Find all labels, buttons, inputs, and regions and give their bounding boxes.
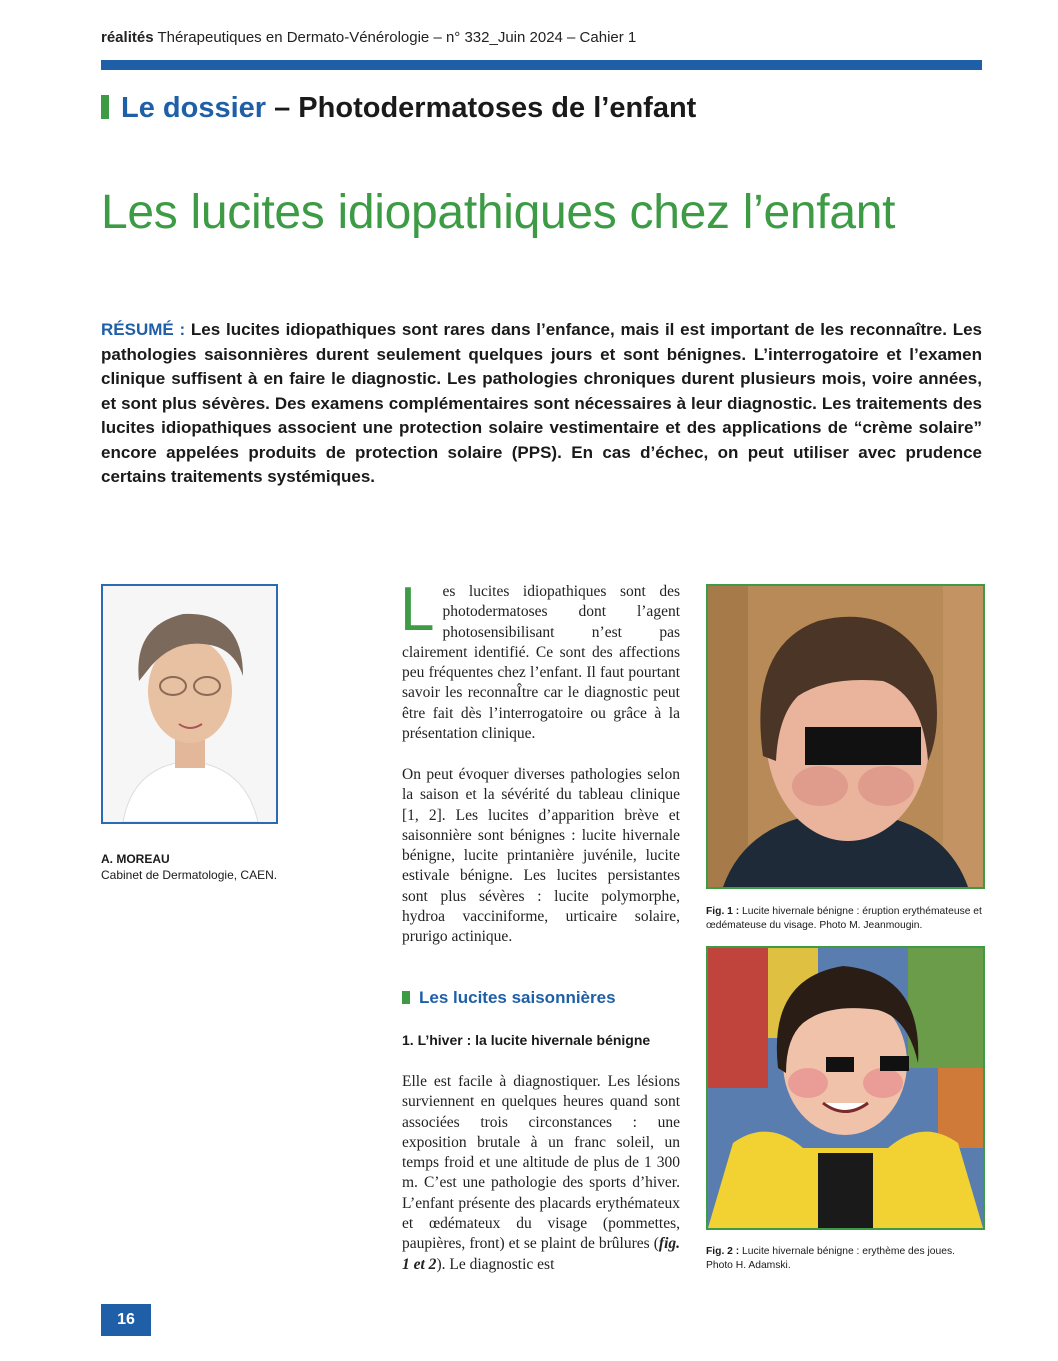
figure-1-caption — [706, 905, 984, 933]
figure-2-photo — [706, 946, 985, 1230]
drop-cap: L — [400, 575, 435, 644]
journal-issue: Thérapeutiques en Dermato-Vénérologie – n° 332_Juin 2024 – Cahier 1 — [153, 29, 637, 46]
page-number: 16 — [101, 1304, 151, 1336]
child-smiling-image — [708, 948, 983, 1228]
author-portrait-image — [103, 586, 276, 822]
subsection-heading-text: Les lucites saisonnières — [419, 988, 616, 1007]
abstract-label: RÉSUMÉ : — [101, 320, 186, 339]
author-photo — [101, 584, 278, 824]
para3-text-a: Elle est facile à diagnostiquer. Les lésions surviennent en quelques heures quand sont associées trois circonstances : une exposition brutale à un franc soleil, un temps froid et une altitude de plus de 1 300 m. C’est une pathologie des sports d’hiver. L’enfant présente des placards erythémateux et œdémateux du visage (pommettes, paupières, front) et se plaint de brûlures ( — [402, 1073, 680, 1253]
subsection-heading — [402, 988, 616, 1008]
section-heading — [101, 92, 696, 125]
child-face-image — [708, 586, 983, 887]
figure-1-caption-text: Lucite hivernale bénigne : éruption erythémateuse et œdémateuse du visage. Photo M. Jeanmougin. — [706, 906, 982, 931]
intro-text: es lucites idiopathiques sont des photodermatoses dont l’agent photosensibilisant n’est pas clairement identifié. Ce sont des affections peu fréquentes chez l’enfant. Il faut pourtant savoir les reconnaÎtre car le diagnostic peut être fait dès l’interrogatoire ou grâce à la présentation clinique. — [402, 583, 680, 743]
section-label: Le dossier — [121, 92, 267, 124]
figure-2-caption-text: Lucite hivernale bénigne : erythème des joues. Photo H. Adamski. — [706, 1246, 955, 1271]
para3-text-b: ). Le diagnostic est — [436, 1255, 555, 1273]
figure-2-label: Fig. 2 : — [706, 1246, 740, 1257]
journal-brand: réalités — [101, 29, 154, 46]
subsection-marker — [402, 991, 410, 1004]
abstract — [101, 318, 982, 490]
figure-reference: fig. 1 et 2 — [402, 1235, 680, 1273]
body-paragraph-3 — [402, 1072, 680, 1275]
body-paragraph-2: On peut évoquer diverses pathologies selon la saison et la sévérité du tableau clinique [1, 2]. Les lucites d’apparition brève et saisonnière sont bénignes : lucite hivernale bénigne, lucite printanière juvénile, lucite estivale bénigne. Les lucites persistantes sont plus sévères : lucite polymorphe, hydroa vacciniforme, urticaire solaire, prurigo actinique. — [402, 766, 680, 946]
section-marker — [101, 95, 109, 119]
author-affiliation: Cabinet de Dermatologie, CAEN. — [101, 868, 278, 882]
intro-paragraph — [400, 575, 680, 744]
section-topic: – Photodermatoses de l’enfant — [266, 92, 697, 124]
author-name: A. MOREAU — [101, 852, 170, 866]
subsubsection-heading: 1. L’hiver : la lucite hivernale bénigne — [402, 1032, 651, 1048]
figure-1-photo — [706, 584, 985, 889]
figure-2-caption — [706, 1245, 984, 1273]
running-header — [101, 29, 636, 46]
article-title: Les lucites idiopathiques chez l’enfant — [101, 186, 896, 239]
abstract-text: Les lucites idiopathiques sont rares dans l’enfance, mais il est important de les reconnaître. Les pathologies saisonnières durent seulement quelques jours et sont bénignes. L’interrogatoire et l’examen clinique suffisent à en faire le diagnostic. Les pathologies chroniques durent plusieurs mois, voire années, et sont plus sévères. Des examens complémentaires sont nécessaires à leur diagnostic. Les traitements des lucites idiopathiques associent une protection solaire vestimentaire et des applications de “crème solaire” encore appelées produits de protection solaire (PPS). En cas d’échec, on peut utiliser avec prudence certains traitements systémiques. — [101, 320, 982, 486]
figure-1-label: Fig. 1 : — [706, 906, 740, 917]
header-rule — [101, 60, 982, 70]
